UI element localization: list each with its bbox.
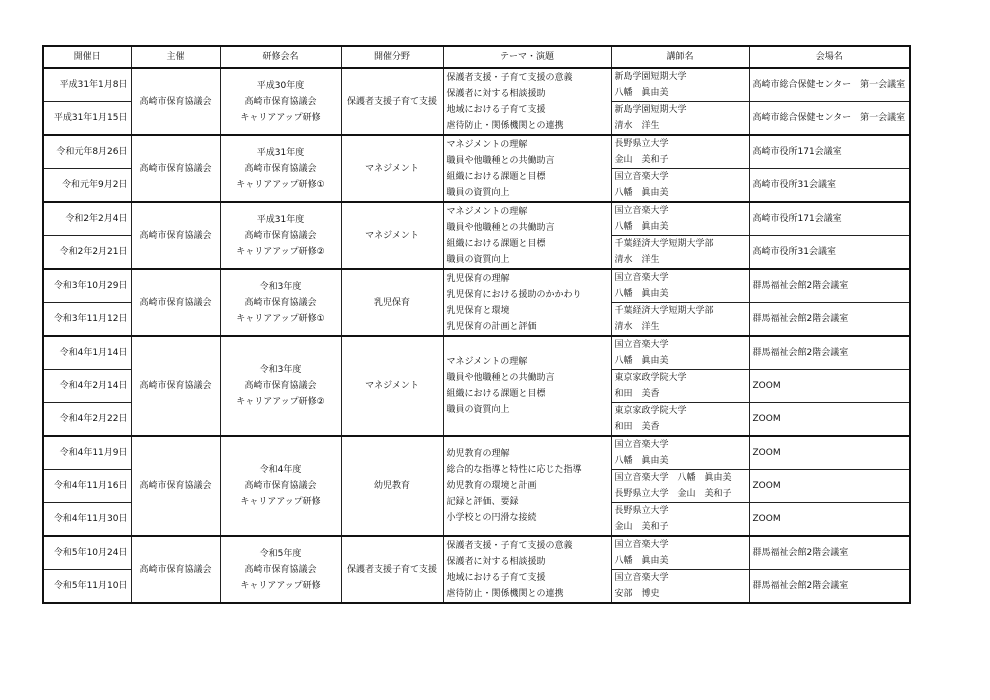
lecturer-cell (611, 370, 749, 403)
topic-cell (443, 436, 611, 536)
course-group (43, 202, 910, 269)
course-name-cell (220, 68, 341, 135)
session-date: 令和4年11月30日 (43, 503, 131, 537)
lecturer-line: 清水 洋生 (614, 255, 660, 265)
course-name-line: 高崎市保育協議会 (244, 163, 317, 174)
venue-cell: ZOOM (749, 470, 910, 503)
lecturer-line: 長野県立大学 (614, 139, 669, 149)
lecturer-line: 千葉経済大学短期大学部 (614, 239, 714, 249)
session-date: 令和元年8月26日 (43, 135, 131, 169)
venue-cell: 高崎市役所171会議室 (749, 135, 910, 169)
lecturer-line: 千葉経済大学短期大学部 (614, 306, 714, 316)
course-name-line: 高崎市保育協議会 (244, 297, 317, 308)
lecturer-cell (611, 403, 749, 437)
lecturer-line: 八幡 眞由美 (614, 289, 669, 299)
topic-line: 乳児保育における援助のかかわり (446, 289, 582, 300)
topic-line: 乳児保育と環境 (446, 305, 510, 316)
header-field: 開催分野 (341, 46, 443, 68)
topic-line: 地域における子育て支援 (446, 104, 546, 115)
session-date: 令和5年11月10日 (43, 570, 131, 604)
venue-cell: 群馬福祉会館2階会議室 (749, 570, 910, 604)
topic-line: マネジメントの理解 (446, 357, 528, 367)
header-organizer: 主催 (131, 46, 220, 68)
lecturer-line: 国立音楽大学 (614, 540, 669, 550)
course-name-line: キャリアアップ研修② (236, 397, 325, 407)
lecturer-cell (611, 169, 749, 203)
organizer-cell: 高崎市保育協議会 (131, 436, 220, 536)
session-date: 令和2年2月4日 (43, 202, 131, 236)
venue-cell: ZOOM (749, 370, 910, 403)
lecturer-line: 和田 美香 (614, 389, 660, 399)
lecturer-cell (611, 570, 749, 604)
field-cell: 幼児教育 (341, 436, 443, 536)
session-date: 平成31年1月15日 (43, 102, 131, 136)
venue-cell: 群馬福祉会館2階会議室 (749, 336, 910, 370)
lecturer-cell (611, 336, 749, 370)
session-date: 令和元年9月2日 (43, 169, 131, 203)
topic-line: 職員の資質向上 (446, 405, 510, 415)
topic-line: 記録と評価、要録 (446, 497, 519, 507)
lecturer-line: 金山 美和子 (614, 155, 669, 165)
session-row (43, 436, 910, 470)
venue-cell: ZOOM (749, 436, 910, 470)
course-name-cell (220, 269, 341, 336)
topic-line: 地域における子育て支援 (446, 572, 546, 583)
topic-line: 保護者に対する相談援助 (446, 556, 546, 567)
session-date: 令和4年2月22日 (43, 403, 131, 437)
topic-cell (443, 68, 611, 135)
field-cell: 保護者支援子育て支援 (341, 536, 443, 603)
lecturer-line: 清水 洋生 (614, 121, 660, 131)
lecturer-line: 国立音楽大学 (614, 340, 669, 350)
session-date: 令和5年10月24日 (43, 536, 131, 570)
course-name-line: キャリアアップ研修② (236, 246, 325, 257)
course-group (43, 336, 910, 436)
topic-line: マネジメントの理解 (446, 139, 528, 150)
course-name-line: 高崎市保育協議会 (244, 564, 317, 575)
lecturer-line: 金山 美和子 (614, 522, 669, 532)
lecturer-line: 国立音楽大学 (614, 573, 669, 583)
lecturer-line: 国立音楽大学 (614, 206, 669, 216)
topic-line: 組織における課題と目標 (446, 389, 546, 399)
topic-cell (443, 135, 611, 202)
venue-cell: 高崎市役所171会議室 (749, 202, 910, 236)
venue-cell: ZOOM (749, 503, 910, 537)
venue-cell: 高崎市役所31会議室 (749, 169, 910, 203)
topic-line: 組織における課題と目標 (446, 171, 546, 182)
topic-line: 職員や他職種との共働助言 (446, 155, 555, 166)
course-group (43, 68, 910, 135)
course-name-line: 高崎市保育協議会 (244, 96, 317, 107)
lecturer-line: 長野県立大学 金山 美和子 (614, 489, 732, 499)
lecturer-cell (611, 102, 749, 136)
topic-line: 職員や他職種との共働助言 (446, 222, 555, 233)
topic-cell (443, 536, 611, 603)
lecturer-cell (611, 470, 749, 503)
lecturer-cell (611, 135, 749, 169)
session-date: 令和2年2月21日 (43, 236, 131, 270)
field-cell: マネジメント (341, 336, 443, 436)
course-name-line: 平成31年度 (256, 214, 305, 225)
topic-line: 職員の資質向上 (446, 187, 510, 198)
header-venue: 会場名 (749, 46, 910, 68)
topic-line: 乳児保育の計画と評価 (446, 321, 537, 332)
topic-cell (443, 202, 611, 269)
course-group (43, 436, 910, 536)
lecturer-line: 和田 美香 (614, 422, 660, 432)
header-course: 研修会名 (220, 46, 341, 68)
lecturer-line: 国立音楽大学 (614, 440, 669, 450)
field-cell: 保護者支援子育て支援 (341, 68, 443, 135)
lecturer-line: 東京家政学院大学 (614, 406, 687, 416)
lecturer-line: 国立音楽大学 八幡 眞由美 (614, 473, 732, 483)
course-name-cell (220, 135, 341, 202)
header-row (43, 46, 910, 68)
lecturer-cell (611, 536, 749, 570)
table-header (43, 46, 910, 68)
lecturer-line: 安部 博史 (614, 589, 660, 599)
course-group (43, 536, 910, 603)
session-row (43, 135, 910, 169)
venue-cell: 高崎市総合保健センター 第一会議室 (749, 68, 910, 102)
topic-cell (443, 269, 611, 336)
course-name-line: 令和5年度 (259, 548, 302, 559)
venue-cell: 群馬福祉会館2階会議室 (749, 303, 910, 337)
course-name-line: 平成30年度 (256, 80, 305, 91)
course-name-line: 令和3年度 (259, 365, 302, 375)
topic-line: 虐待防止・関係機関との連携 (446, 588, 564, 599)
venue-cell: 群馬福祉会館2階会議室 (749, 269, 910, 303)
lecturer-cell (611, 236, 749, 270)
lecturer-line: 八幡 眞由美 (614, 456, 669, 466)
course-name-cell (220, 336, 341, 436)
lecturer-line: 八幡 眞由美 (614, 88, 669, 98)
topic-line: 小学校との円滑な接続 (446, 513, 537, 523)
training-schedule-table (42, 45, 911, 604)
course-name-cell (220, 202, 341, 269)
venue-cell: 高崎市総合保健センター 第一会議室 (749, 102, 910, 136)
course-group (43, 269, 910, 336)
course-name-line: 高崎市保育協議会 (244, 230, 317, 241)
course-name-line: 高崎市保育協議会 (244, 481, 317, 491)
lecturer-line: 八幡 眞由美 (614, 356, 669, 366)
organizer-cell: 高崎市保育協議会 (131, 202, 220, 269)
session-row (43, 269, 910, 303)
lecturer-line: 新島学園短期大学 (614, 72, 687, 82)
session-date: 令和4年1月14日 (43, 336, 131, 370)
lecturer-line: 清水 洋生 (614, 322, 660, 332)
lecturer-line: 国立音楽大学 (614, 172, 669, 182)
course-name-cell (220, 536, 341, 603)
course-name-line: キャリアアップ研修 (240, 112, 321, 123)
course-name-line: 令和3年度 (259, 281, 302, 292)
lecturer-line: 八幡 眞由美 (614, 556, 669, 566)
course-name-line: キャリアアップ研修 (240, 497, 321, 507)
topic-line: 乳児保育の理解 (446, 273, 510, 284)
session-row (43, 536, 910, 570)
lecturer-cell (611, 303, 749, 337)
session-date: 令和3年10月29日 (43, 269, 131, 303)
session-date: 平成31年1月8日 (43, 68, 131, 102)
session-date: 令和4年11月16日 (43, 470, 131, 503)
session-date: 令和4年11月9日 (43, 436, 131, 470)
topic-line: 総合的な指導と特性に応じた指導 (446, 465, 582, 475)
course-name-cell (220, 436, 341, 536)
course-name-line: 令和4年度 (259, 465, 302, 475)
session-row (43, 68, 910, 102)
lecturer-cell (611, 269, 749, 303)
course-name-line: 平成31年度 (256, 147, 305, 158)
header-topic: テーマ・演題 (443, 46, 611, 68)
lecturer-cell (611, 503, 749, 537)
topic-line: 幼児教育の理解 (446, 449, 510, 459)
organizer-cell: 高崎市保育協議会 (131, 536, 220, 603)
lecturer-cell (611, 202, 749, 236)
lecturer-line: 八幡 眞由美 (614, 188, 669, 198)
venue-cell: 群馬福祉会館2階会議室 (749, 536, 910, 570)
lecturer-cell (611, 68, 749, 102)
topic-line: 職員の資質向上 (446, 254, 510, 265)
course-name-line: 高崎市保育協議会 (244, 381, 317, 391)
topic-line: 幼児教育の環境と計画 (446, 481, 537, 491)
organizer-cell: 高崎市保育協議会 (131, 68, 220, 135)
lecturer-line: 長野県立大学 (614, 506, 669, 516)
topic-line: マネジメントの理解 (446, 206, 528, 217)
topic-line: 保護者に対する相談援助 (446, 88, 546, 99)
topic-line: 虐待防止・関係機関との連携 (446, 120, 564, 131)
organizer-cell: 高崎市保育協議会 (131, 135, 220, 202)
topic-line: 組織における課題と目標 (446, 238, 546, 249)
lecturer-line: 国立音楽大学 (614, 273, 669, 283)
session-row (43, 336, 910, 370)
lecturer-cell (611, 436, 749, 470)
topic-line: 保護者支援・子育て支援の意義 (446, 72, 573, 83)
lecturer-line: 八幡 眞由美 (614, 222, 669, 232)
topic-line: 職員や他職種との共働助言 (446, 373, 555, 383)
session-date: 令和3年11月12日 (43, 303, 131, 337)
topic-cell (443, 336, 611, 436)
course-name-line: キャリアアップ研修 (240, 580, 321, 591)
header-lecturer: 講師名 (611, 46, 749, 68)
field-cell: マネジメント (341, 135, 443, 202)
course-group (43, 135, 910, 202)
organizer-cell: 高崎市保育協議会 (131, 336, 220, 436)
header-date: 開催日 (43, 46, 131, 68)
session-row (43, 202, 910, 236)
course-name-line: キャリアアップ研修① (236, 179, 325, 190)
course-name-line: キャリアアップ研修① (236, 313, 325, 324)
lecturer-line: 新島学園短期大学 (614, 105, 687, 115)
field-cell: マネジメント (341, 202, 443, 269)
field-cell: 乳児保育 (341, 269, 443, 336)
topic-line: 保護者支援・子育て支援の意義 (446, 540, 573, 551)
venue-cell: ZOOM (749, 403, 910, 437)
session-date: 令和4年2月14日 (43, 370, 131, 403)
organizer-cell: 高崎市保育協議会 (131, 269, 220, 336)
venue-cell: 高崎市役所31会議室 (749, 236, 910, 270)
lecturer-line: 東京家政学院大学 (614, 373, 687, 383)
